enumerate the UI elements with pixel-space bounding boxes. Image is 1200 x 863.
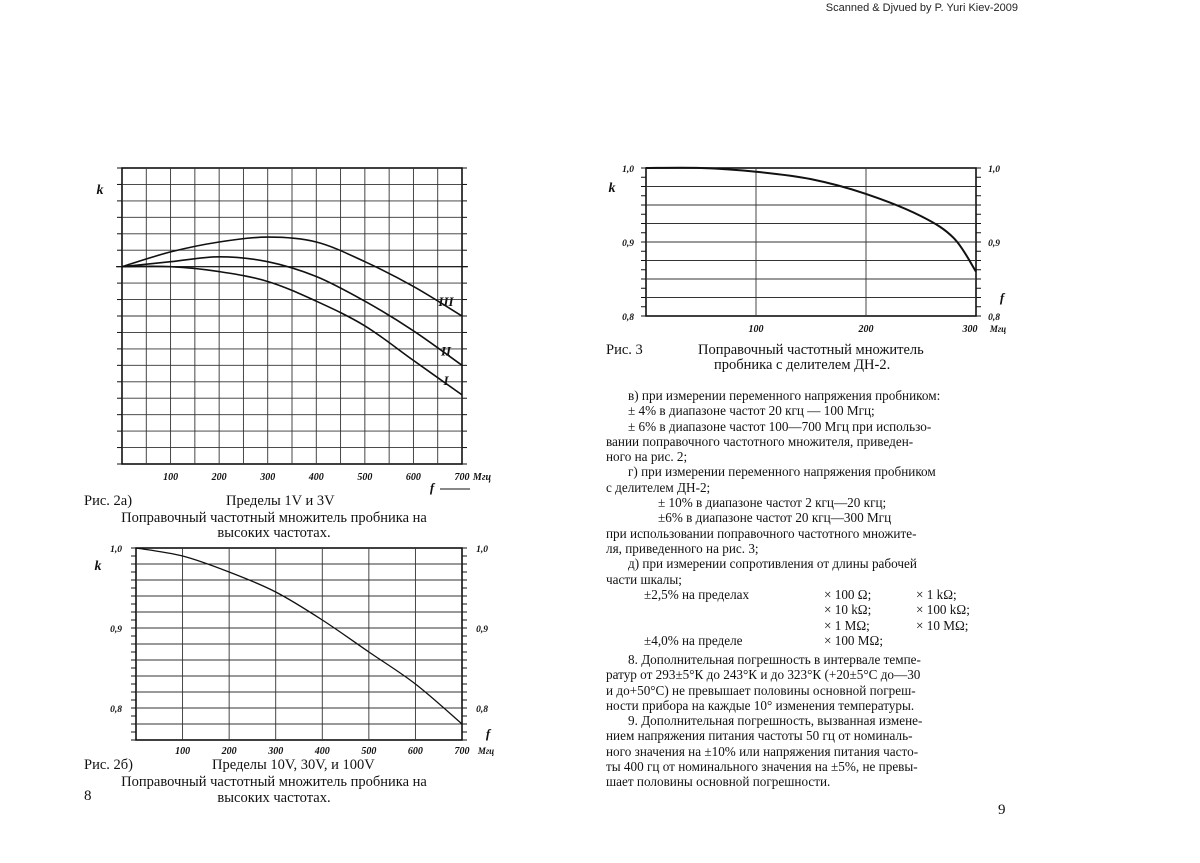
fig2b-y-tick-label-right: 0,8 — [476, 705, 488, 715]
fig3-x-unit: Мгц — [989, 324, 1007, 334]
fig2a-series-label: I — [443, 372, 449, 388]
fig2b-title: Пределы 10V, 30V, и 100V — [212, 757, 375, 773]
fig2b-x-label: f — [485, 726, 491, 741]
fig2a-series-label: II — [440, 343, 452, 359]
fig3-series-line — [646, 168, 976, 272]
fig3-y-tick-label-right: 1,0 — [988, 165, 1000, 175]
fig2a-x-tick-label: 600 — [405, 472, 421, 483]
chart-fig3 — [600, 158, 1020, 338]
fig2b-x-unit: Мгц — [477, 746, 495, 756]
para-line: шает половины основной погрешности. — [606, 774, 831, 790]
para-line: 9. Дополнительная погрешность, вызванная измене- — [628, 713, 923, 728]
para-line: части шкалы; — [606, 571, 682, 587]
fig2b-y-tick-label-right: 0,9 — [476, 625, 488, 635]
para-line: нием напряжения питания частоты 50 гц от номиналь- — [606, 728, 913, 744]
para-line: ± 6% в диапазоне частот 100—700 Мгц при использо- — [628, 418, 932, 434]
fig2a-desc-1: Поправочный частотный множитель пробника на — [121, 510, 427, 526]
fig3-y-tick-label-right: 0,8 — [988, 313, 1000, 323]
para-line: д) при измерении сопротивления от длины рабочей — [628, 556, 917, 572]
fig2a-title: Пределы 1V и 3V — [226, 493, 335, 509]
fig2a-x-tick-label: 200 — [211, 472, 227, 483]
fig2b-x-tick-label: 700 — [454, 746, 470, 757]
fig2b-desc-2: высоких частотах. — [217, 790, 331, 806]
fig2b-label: Рис. 2б) — [84, 757, 133, 773]
paragraph-9 — [606, 713, 1006, 789]
fig3-y-tick-label-left: 0,9 — [622, 239, 634, 249]
fig2b-y-tick-label-left: 1,0 — [110, 545, 122, 555]
resist-value: × 10 MΩ; — [916, 617, 969, 633]
fig2a-x-tick-label: 100 — [163, 472, 179, 483]
fig3-x-label: f — [999, 290, 1005, 305]
fig2b-x-tick-label: 100 — [175, 746, 191, 757]
resist-value: × 1 kΩ; — [916, 587, 957, 602]
fig2a-x-tick-label: 400 — [308, 472, 324, 483]
para-line: ного на рис. 2; — [606, 449, 688, 465]
fig2b-x-tick-label: 300 — [268, 746, 284, 757]
fig2b-y-tick-label-left: 0,9 — [110, 625, 122, 635]
page-number-right: 9 — [998, 802, 1006, 818]
chart-fig2b — [92, 540, 512, 758]
fig2a-label: Рис. 2а) — [84, 493, 133, 509]
fig2a-series-label: III — [438, 294, 454, 309]
fig2a-x-tick-label: 500 — [357, 472, 373, 483]
para-line: 8. Дополнительная погрешность в интервале темпе- — [628, 652, 921, 667]
para-line: и до+50°С) не превышает половины основной погреш- — [606, 682, 916, 698]
fig2a-x-tick-label: 300 — [260, 472, 276, 483]
para-line: вании поправочного частотного множителя, приведен- — [606, 433, 914, 449]
fig2b-y-tick-label-right: 1,0 — [476, 545, 488, 555]
para-line: г) при измерении переменного напряжения пробником — [628, 464, 936, 480]
fig2a-x-tick-label: 700 — [454, 472, 470, 483]
spec-text — [606, 388, 1006, 587]
resist-label: ±4,0% на пределе — [644, 632, 743, 648]
para-line: ности прибора на каждые 10° изменения температуры. — [606, 697, 915, 713]
fig3-y-tick-label-right: 0,9 — [988, 239, 1000, 249]
fig3-desc-1: Поправочный частотный множитель — [698, 342, 924, 358]
para-line: ля, приведенного на рис. 3; — [606, 540, 759, 556]
fig2b-y-label: k — [94, 559, 102, 574]
fig3-x-tick-label: 300 — [962, 324, 978, 335]
fig2a-y-label: k — [96, 183, 104, 198]
fig2b-x-tick-label: 200 — [221, 746, 237, 757]
fig2a-x-unit: Мгц — [472, 472, 492, 483]
para-line: ± 10% в диапазоне частот 2 кгц—20 кгц; — [658, 495, 887, 511]
chart-fig2a — [92, 160, 512, 495]
para-line: ного значения на ±10% или напряжения питания часто- — [606, 743, 919, 759]
para-line: ± 4% в диапазоне частот 20 кгц — 100 Мгц; — [628, 403, 875, 419]
resist-value: × 100 MΩ; — [824, 632, 884, 648]
para-line: с делителем ДН-2; — [606, 479, 711, 495]
fig3-x-tick-label: 100 — [748, 324, 764, 335]
para-line: при использовании поправочного частотного множите- — [606, 525, 917, 541]
fig3-y-label: k — [608, 181, 616, 196]
fig3-y-tick-label-left: 0,8 — [622, 313, 634, 323]
resist-value: × 100 Ω; — [824, 587, 872, 602]
para-line: ратур от 293±5°К до 243°К и до 323°К (+20±5°С до—30 — [606, 667, 921, 683]
scanner-note: Scanned & Djvued by P. Yuri Kiev-2009 — [825, 2, 1018, 14]
fig2b-x-tick-label: 500 — [361, 746, 377, 757]
paragraph-8 — [606, 652, 1006, 713]
resist-value: × 1 MΩ; — [824, 617, 870, 633]
page-number-left: 8 — [84, 788, 92, 804]
fig3-label: Рис. 3 — [606, 342, 643, 358]
fig2b-x-tick-label: 400 — [314, 746, 330, 757]
resist-value: × 100 kΩ; — [916, 602, 970, 618]
fig2b-desc-1: Поправочный частотный множитель пробника на — [121, 774, 427, 790]
para-line: в) при измерении переменного напряжения пробником: — [628, 388, 941, 403]
fig2b-x-tick-label: 600 — [407, 746, 423, 757]
fig2b-series-line — [136, 548, 462, 724]
fig2a-x-label: f — [429, 480, 435, 495]
fig3-y-tick-label-left: 1,0 — [622, 165, 634, 175]
fig2a-desc-2: высоких частотах. — [217, 525, 331, 541]
resist-value: × 10 kΩ; — [824, 602, 872, 618]
fig3-desc-2: пробника с делителем ДН-2. — [714, 357, 891, 373]
para-line: ты 400 гц от номинального значения на ±5%, не превы- — [606, 758, 918, 774]
fig2b-y-tick-label-left: 0,8 — [110, 705, 122, 715]
resistance-table — [644, 587, 970, 648]
para-line: ±6% в диапазоне частот 20 кгц—300 Мгц — [658, 510, 892, 526]
resist-label: ±2,5% на пределах — [644, 587, 750, 602]
fig3-x-tick-label: 200 — [858, 324, 874, 335]
